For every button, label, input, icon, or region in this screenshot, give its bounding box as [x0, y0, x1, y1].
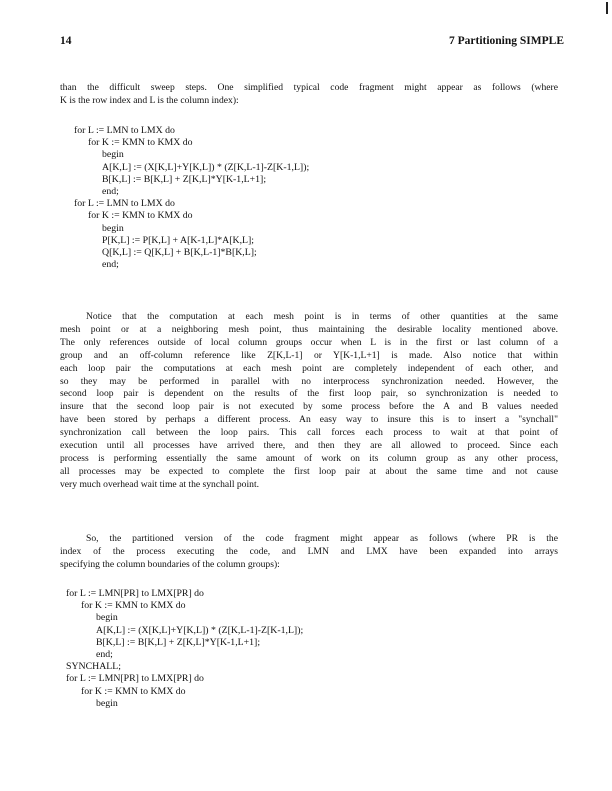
text-line: execution until all processes have arrived there, and then they are all allowed to proceed. Since each — [60, 440, 558, 452]
code-line: A[K,L] := (X[K,L]+Y[K,L]) * (Z[K,L-1]-Z[K-1,L]); — [102, 161, 310, 173]
code-line: for L := LMN to LMX do — [74, 125, 175, 136]
text-line: synchronization call between the loop pairs. This call forces each process to wait at that point of — [60, 427, 558, 439]
code-line: B[K,L] := B[K,L] + Z[K,L]*Y[K-1,L+1]; — [96, 636, 261, 648]
code-line: SYNCHALL; — [66, 661, 121, 673]
text-line: insure that the second loop pair is not executed by some process before the A and B values needed — [60, 401, 558, 413]
text-line: process is performing essentially the same amount of work on its column group as any other process, — [60, 452, 558, 464]
text-line: group and an off-column reference like Z[K,L-1] or Y[K-1,L+1] is made. Also notice that within — [60, 349, 558, 361]
code-line: end; — [102, 259, 119, 271]
code-line: for L := LMN[PR] to LMX[PR] do — [66, 673, 204, 685]
text-line: have been stored by perhaps a different process. An easy way to insure this is to insert a "synchall" — [60, 414, 558, 426]
text-line: very much overhead wait time at the synchall point. — [60, 478, 260, 490]
code-line: begin — [96, 697, 118, 709]
text-line: each loop pair the computations at each mesh point are completely independent of each other, and — [60, 362, 558, 374]
code-line: B[K,L] := B[K,L] + Z[K,L]*Y[K-1,L+1]; — [102, 173, 267, 185]
text-line: Notice that the computation at each mesh point is in terms of other quantities at the same — [86, 311, 558, 322]
chapter-title: 7 Partitioning SIMPLE — [448, 35, 564, 47]
code-line: begin — [96, 612, 118, 624]
code-line: begin — [102, 149, 124, 161]
text-line: So, the partitioned version of the code fragment might appear as follows (where PR is the — [86, 533, 558, 544]
code-line: Q[K,L] := Q[K,L] + B[K,L-1]*B[K,L]; — [102, 247, 257, 258]
text-line: The only references outside of local column groups occur when L is in the first or last column of a — [60, 336, 558, 348]
code-line: for L := LMN to LMX do — [74, 198, 175, 210]
text-line: than the difficult sweep steps. One simplified typical code fragment might appear as follows (where — [60, 82, 558, 93]
code-line: for K := KMN to KMX do — [88, 210, 193, 222]
code-line: for K := KMN to KMX do — [81, 685, 186, 697]
code-line: end; — [96, 649, 113, 660]
text-line: all processes may be expected to complete the first loop pair at about the same time and not cause — [60, 465, 558, 477]
text-line: so they may be performed in parallel with no interprocess synchronization needed. However, the — [60, 375, 558, 387]
code-line: begin — [102, 222, 124, 234]
notice-paragraph — [60, 311, 558, 492]
text-line: second loop pair is dependent on the results of the first loop pair, so synchronization is needed to — [60, 388, 558, 400]
code-line: for L := LMN[PR] to LMX[PR] do — [66, 588, 204, 599]
text-line: mesh point or at a neighboring mesh point, thus maintaining the desirable locality mentioned above. — [60, 323, 558, 335]
code-line: end; — [102, 186, 119, 197]
page-number: 14 — [60, 35, 72, 47]
text-line: specifying the column boundaries of the column groups): — [60, 558, 280, 570]
code-line: P[K,L] := P[K,L] + A[K-1,L]*A[K,L]; — [102, 234, 254, 246]
code-line: A[K,L] := (X[K,L]+Y[K,L]) * (Z[K,L-1]-Z[K-1,L]); — [96, 624, 304, 636]
intro-paragraph — [60, 82, 558, 108]
scan-mark — [606, 2, 608, 14]
partitioned-paragraph — [60, 533, 558, 572]
text-line: K is the row index and L is the column index): — [60, 94, 239, 106]
code-line: for K := KMN to KMX do — [81, 600, 186, 612]
text-line: index of the process executing the code, and LMN and LMX have been expanded into arrays — [60, 545, 558, 557]
code-line: for K := KMN to KMX do — [88, 137, 193, 149]
